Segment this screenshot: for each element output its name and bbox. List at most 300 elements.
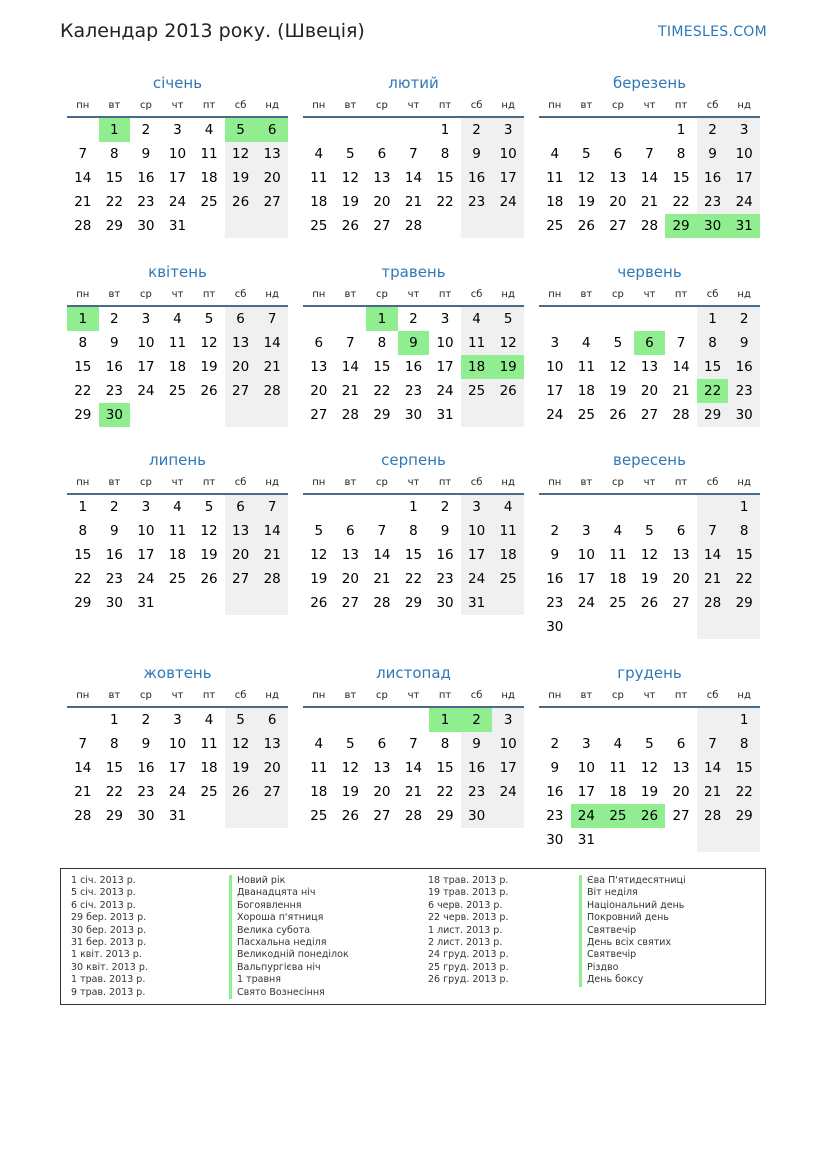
day-cell[interactable]: 11 [609, 760, 627, 776]
day-cell[interactable]: 13 [373, 760, 391, 776]
day-cell[interactable]: 2 [440, 499, 450, 515]
day-cell[interactable]: 16 [105, 547, 123, 563]
day-cell[interactable]: 21 [404, 194, 423, 210]
day-cell[interactable]: 30 [404, 407, 423, 423]
day-cell[interactable]: 17 [577, 571, 595, 587]
day-cell[interactable]: 11 [168, 335, 187, 351]
day-cell[interactable]: 27 [672, 808, 690, 824]
day-cell[interactable]: 9 [461, 142, 493, 166]
day-cell[interactable]: 12 [640, 760, 659, 776]
day-cell[interactable]: 19 [310, 571, 328, 587]
day-cell[interactable]: 14 [640, 170, 659, 186]
day-cell[interactable]: 28 [373, 595, 391, 611]
day-cell[interactable]: 12 [225, 732, 257, 756]
day-cell[interactable]: 1 [409, 499, 418, 515]
day-cell[interactable]: 13 [225, 519, 257, 543]
day-cell[interactable]: 16 [728, 355, 760, 379]
day-cell[interactable]: 29 [105, 218, 123, 234]
day-cell[interactable]: 11 [492, 519, 524, 543]
day-cell[interactable]: 20 [256, 166, 288, 190]
day-cell[interactable]: 25 [577, 407, 595, 423]
day-cell[interactable]: 15 [404, 547, 423, 563]
day-cell[interactable]: 30 [461, 804, 493, 828]
day-cell[interactable]: 8 [676, 146, 686, 162]
day-cell[interactable]: 3 [440, 311, 450, 327]
day-cell[interactable]: 9 [550, 760, 560, 776]
day-cell[interactable]: 28 [672, 407, 690, 423]
day-cell[interactable]: 21 [404, 784, 423, 800]
day-cell[interactable]: 22 [74, 571, 92, 587]
day-cell[interactable]: 3 [492, 708, 524, 732]
day-cell[interactable]: 22 [373, 383, 391, 399]
day-cell[interactable]: 19 [200, 547, 218, 563]
day-cell[interactable]: 12 [200, 335, 218, 351]
day-cell[interactable]: 12 [609, 359, 627, 375]
day-cell[interactable]: 2 [461, 118, 493, 142]
day-cell[interactable]: 22 [105, 784, 123, 800]
day-cell[interactable]: 12 [640, 547, 659, 563]
day-cell[interactable]: 19 [341, 194, 359, 210]
day-cell[interactable]: 23 [105, 571, 123, 587]
day-cell[interactable]: 4 [492, 495, 524, 519]
day-cell[interactable]: 5 [204, 499, 214, 515]
day-cell[interactable]: 19 [577, 194, 595, 210]
day-cell[interactable]: 2 [110, 499, 119, 515]
day-cell[interactable]: 16 [404, 359, 423, 375]
day-cell[interactable]: 24 [571, 804, 603, 828]
day-cell[interactable]: 10 [492, 732, 524, 756]
day-cell[interactable]: 14 [256, 331, 288, 355]
day-cell[interactable]: 25 [492, 567, 524, 591]
day-cell[interactable]: 31 [137, 595, 155, 611]
day-cell[interactable]: 14 [697, 756, 729, 780]
day-cell[interactable]: 10 [436, 335, 454, 351]
day-cell[interactable]: 24 [492, 780, 524, 804]
day-cell[interactable]: 15 [105, 760, 123, 776]
day-cell[interactable]: 30 [728, 403, 760, 427]
day-cell[interactable]: 24 [168, 784, 187, 800]
day-cell[interactable]: 28 [404, 808, 423, 824]
day-cell[interactable]: 23 [436, 571, 454, 587]
day-cell[interactable]: 25 [200, 784, 218, 800]
day-cell[interactable]: 1 [429, 708, 461, 732]
day-cell[interactable]: 27 [341, 595, 359, 611]
day-cell[interactable]: 15 [74, 359, 92, 375]
day-cell[interactable]: 21 [373, 571, 391, 587]
day-cell[interactable]: 14 [672, 359, 690, 375]
day-cell[interactable]: 26 [200, 571, 218, 587]
day-cell[interactable]: 29 [74, 595, 92, 611]
day-cell[interactable]: 24 [137, 383, 155, 399]
day-cell[interactable]: 3 [173, 122, 182, 138]
day-cell[interactable]: 14 [256, 519, 288, 543]
day-cell[interactable]: 14 [404, 170, 423, 186]
day-cell[interactable]: 6 [256, 708, 288, 732]
day-cell[interactable]: 17 [546, 383, 564, 399]
day-cell[interactable]: 16 [461, 166, 493, 190]
day-cell[interactable]: 6 [613, 146, 623, 162]
day-cell[interactable]: 27 [609, 218, 627, 234]
day-cell[interactable]: 24 [546, 407, 564, 423]
day-cell[interactable]: 10 [577, 760, 595, 776]
day-cell[interactable]: 22 [436, 784, 454, 800]
day-cell[interactable]: 27 [640, 407, 659, 423]
day-cell[interactable]: 22 [728, 780, 760, 804]
day-cell[interactable]: 20 [609, 194, 627, 210]
day-cell[interactable]: 26 [341, 808, 359, 824]
day-cell[interactable]: 14 [74, 760, 92, 776]
day-cell[interactable]: 17 [492, 166, 524, 190]
day-cell[interactable]: 13 [672, 760, 690, 776]
day-cell[interactable]: 27 [225, 379, 257, 403]
day-cell[interactable]: 12 [577, 170, 595, 186]
day-cell[interactable]: 14 [373, 547, 391, 563]
day-cell[interactable]: 7 [697, 519, 729, 543]
day-cell[interactable]: 5 [204, 311, 214, 327]
day-cell[interactable]: 19 [492, 355, 524, 379]
day-cell[interactable]: 7 [78, 736, 88, 752]
day-cell[interactable]: 8 [377, 335, 387, 351]
day-cell[interactable]: 25 [609, 595, 627, 611]
day-cell[interactable]: 4 [582, 335, 591, 351]
day-cell[interactable]: 5 [613, 335, 623, 351]
day-cell[interactable]: 20 [373, 784, 391, 800]
day-cell[interactable]: 22 [404, 571, 423, 587]
day-cell[interactable]: 23 [697, 190, 729, 214]
day-cell[interactable]: 28 [74, 218, 92, 234]
day-cell[interactable]: 15 [728, 756, 760, 780]
day-cell[interactable]: 11 [310, 170, 328, 186]
day-cell[interactable]: 25 [200, 194, 218, 210]
day-cell[interactable]: 29 [373, 407, 391, 423]
day-cell[interactable]: 25 [310, 218, 328, 234]
day-cell[interactable]: 12 [225, 142, 257, 166]
day-cell[interactable]: 28 [74, 808, 92, 824]
day-cell[interactable]: 24 [492, 190, 524, 214]
day-cell[interactable]: 10 [461, 519, 493, 543]
day-cell[interactable]: 18 [168, 359, 187, 375]
day-cell[interactable]: 1 [99, 118, 131, 142]
day-cell[interactable]: 4 [314, 736, 324, 752]
day-cell[interactable]: 6 [225, 495, 257, 519]
day-cell[interactable]: 21 [256, 543, 288, 567]
day-cell[interactable]: 6 [346, 523, 355, 539]
day-cell[interactable]: 24 [168, 194, 187, 210]
day-cell[interactable]: 20 [225, 543, 257, 567]
day-cell[interactable]: 16 [137, 760, 155, 776]
day-cell[interactable]: 2 [409, 311, 418, 327]
day-cell[interactable]: 31 [168, 808, 187, 824]
day-cell[interactable]: 25 [310, 808, 328, 824]
day-cell[interactable]: 17 [168, 170, 187, 186]
day-cell[interactable]: 19 [200, 359, 218, 375]
day-cell[interactable]: 2 [728, 307, 760, 331]
day-cell[interactable]: 27 [310, 407, 328, 423]
site-logo[interactable]: TIMESLES.COM [658, 24, 767, 40]
day-cell[interactable]: 31 [436, 407, 454, 423]
day-cell[interactable]: 22 [697, 379, 729, 403]
day-cell[interactable]: 17 [137, 547, 155, 563]
day-cell[interactable]: 29 [728, 804, 760, 828]
day-cell[interactable]: 21 [672, 383, 690, 399]
day-cell[interactable]: 8 [728, 519, 760, 543]
day-cell[interactable]: 11 [310, 760, 328, 776]
day-cell[interactable]: 9 [398, 331, 430, 355]
day-cell[interactable]: 20 [672, 571, 690, 587]
day-cell[interactable]: 28 [640, 218, 659, 234]
day-cell[interactable]: 26 [640, 595, 659, 611]
day-cell[interactable]: 26 [492, 379, 524, 403]
day-cell[interactable]: 16 [546, 571, 564, 587]
day-cell[interactable]: 11 [200, 146, 218, 162]
day-cell[interactable]: 16 [697, 166, 729, 190]
day-cell[interactable]: 6 [676, 736, 686, 752]
day-cell[interactable]: 14 [74, 170, 92, 186]
day-cell[interactable]: 4 [550, 146, 560, 162]
day-cell[interactable]: 30 [137, 808, 155, 824]
day-cell[interactable]: 24 [461, 567, 493, 591]
day-cell[interactable]: 4 [173, 499, 182, 515]
day-cell[interactable]: 30 [105, 595, 123, 611]
day-cell[interactable]: 27 [225, 567, 257, 591]
day-cell[interactable]: 24 [137, 571, 155, 587]
day-cell[interactable]: 20 [225, 355, 257, 379]
day-cell[interactable]: 28 [256, 379, 288, 403]
day-cell[interactable]: 29 [74, 407, 92, 423]
day-cell[interactable]: 3 [173, 712, 182, 728]
day-cell[interactable]: 15 [74, 547, 92, 563]
day-cell[interactable]: 19 [609, 383, 627, 399]
day-cell[interactable]: 13 [225, 331, 257, 355]
day-cell[interactable]: 13 [341, 547, 359, 563]
day-cell[interactable]: 16 [105, 359, 123, 375]
day-cell[interactable]: 13 [310, 359, 328, 375]
day-cell[interactable]: 31 [461, 591, 493, 615]
day-cell[interactable]: 29 [728, 591, 760, 615]
day-cell[interactable]: 7 [409, 736, 418, 752]
day-cell[interactable]: 18 [310, 194, 328, 210]
day-cell[interactable]: 14 [341, 359, 359, 375]
day-cell[interactable]: 26 [577, 218, 595, 234]
day-cell[interactable]: 8 [78, 335, 88, 351]
day-cell[interactable]: 14 [697, 543, 729, 567]
day-cell[interactable]: 7 [346, 335, 355, 351]
day-cell[interactable]: 4 [173, 311, 182, 327]
day-cell[interactable]: 6 [314, 335, 324, 351]
day-cell[interactable]: 6 [676, 523, 686, 539]
day-cell[interactable]: 22 [436, 194, 454, 210]
day-cell[interactable]: 25 [168, 383, 187, 399]
day-cell[interactable]: 3 [492, 118, 524, 142]
day-cell[interactable]: 4 [204, 122, 214, 138]
day-cell[interactable]: 19 [225, 756, 257, 780]
day-cell[interactable]: 17 [168, 760, 187, 776]
day-cell[interactable]: 11 [546, 170, 564, 186]
day-cell[interactable]: 9 [550, 547, 560, 563]
day-cell[interactable]: 1 [676, 122, 686, 138]
day-cell[interactable]: 25 [461, 379, 493, 403]
day-cell[interactable]: 8 [440, 146, 450, 162]
day-cell[interactable]: 13 [373, 170, 391, 186]
day-cell[interactable]: 12 [341, 170, 359, 186]
day-cell[interactable]: 29 [665, 214, 697, 238]
day-cell[interactable]: 28 [697, 804, 729, 828]
day-cell[interactable]: 29 [436, 808, 454, 824]
day-cell[interactable]: 21 [74, 194, 92, 210]
day-cell[interactable]: 31 [168, 218, 187, 234]
day-cell[interactable]: 22 [728, 567, 760, 591]
day-cell[interactable]: 8 [110, 146, 119, 162]
day-cell[interactable]: 12 [492, 331, 524, 355]
day-cell[interactable]: 5 [346, 736, 355, 752]
day-cell[interactable]: 18 [461, 355, 493, 379]
day-cell[interactable]: 17 [577, 784, 595, 800]
day-cell[interactable]: 15 [436, 170, 454, 186]
day-cell[interactable]: 2 [141, 712, 151, 728]
day-cell[interactable]: 12 [200, 523, 218, 539]
day-cell[interactable]: 16 [137, 170, 155, 186]
day-cell[interactable]: 15 [373, 359, 391, 375]
day-cell[interactable]: 23 [137, 194, 155, 210]
day-cell[interactable]: 8 [78, 523, 88, 539]
day-cell[interactable]: 7 [256, 307, 288, 331]
day-cell[interactable]: 21 [697, 567, 729, 591]
day-cell[interactable]: 30 [137, 218, 155, 234]
day-cell[interactable]: 5 [492, 307, 524, 331]
day-cell[interactable]: 10 [168, 736, 187, 752]
day-cell[interactable]: 19 [640, 784, 659, 800]
day-cell[interactable]: 18 [546, 194, 564, 210]
day-cell[interactable]: 26 [609, 407, 627, 423]
day-cell[interactable]: 27 [373, 808, 391, 824]
day-cell[interactable]: 6 [634, 331, 666, 355]
day-cell[interactable]: 18 [609, 784, 627, 800]
day-cell[interactable]: 17 [728, 166, 760, 190]
day-cell[interactable]: 6 [225, 307, 257, 331]
day-cell[interactable]: 23 [105, 383, 123, 399]
day-cell[interactable]: 31 [577, 832, 595, 848]
day-cell[interactable]: 8 [440, 736, 450, 752]
day-cell[interactable]: 3 [728, 118, 760, 142]
day-cell[interactable]: 2 [697, 118, 729, 142]
day-cell[interactable]: 30 [546, 832, 564, 848]
day-cell[interactable]: 22 [105, 194, 123, 210]
day-cell[interactable]: 15 [697, 355, 729, 379]
day-cell[interactable]: 28 [404, 218, 423, 234]
day-cell[interactable]: 20 [341, 571, 359, 587]
day-cell[interactable]: 7 [676, 335, 686, 351]
day-cell[interactable]: 17 [492, 756, 524, 780]
day-cell[interactable]: 2 [461, 708, 493, 732]
day-cell[interactable]: 5 [346, 146, 355, 162]
day-cell[interactable]: 7 [377, 523, 387, 539]
day-cell[interactable]: 5 [225, 708, 257, 732]
day-cell[interactable]: 21 [256, 355, 288, 379]
day-cell[interactable]: 23 [137, 784, 155, 800]
day-cell[interactable]: 11 [200, 736, 218, 752]
day-cell[interactable]: 30 [99, 403, 131, 427]
day-cell[interactable]: 26 [310, 595, 328, 611]
day-cell[interactable]: 9 [110, 335, 119, 351]
day-cell[interactable]: 30 [697, 214, 729, 238]
day-cell[interactable]: 10 [168, 146, 187, 162]
day-cell[interactable]: 10 [137, 523, 155, 539]
day-cell[interactable]: 23 [404, 383, 423, 399]
day-cell[interactable]: 15 [436, 760, 454, 776]
day-cell[interactable]: 11 [461, 331, 493, 355]
day-cell[interactable]: 23 [546, 595, 564, 611]
day-cell[interactable]: 10 [728, 142, 760, 166]
day-cell[interactable]: 1 [67, 307, 99, 331]
day-cell[interactable]: 11 [577, 359, 595, 375]
day-cell[interactable]: 13 [256, 142, 288, 166]
day-cell[interactable]: 9 [440, 523, 450, 539]
day-cell[interactable]: 28 [256, 567, 288, 591]
day-cell[interactable]: 7 [78, 146, 88, 162]
day-cell[interactable]: 25 [168, 571, 187, 587]
day-cell[interactable]: 3 [582, 736, 591, 752]
day-cell[interactable]: 4 [314, 146, 324, 162]
day-cell[interactable]: 23 [461, 780, 493, 804]
day-cell[interactable]: 12 [341, 760, 359, 776]
day-cell[interactable]: 19 [341, 784, 359, 800]
day-cell[interactable]: 20 [256, 756, 288, 780]
day-cell[interactable]: 18 [577, 383, 595, 399]
day-cell[interactable]: 13 [640, 359, 659, 375]
day-cell[interactable]: 7 [409, 146, 418, 162]
day-cell[interactable]: 1 [366, 307, 398, 331]
day-cell[interactable]: 16 [546, 784, 564, 800]
day-cell[interactable]: 18 [310, 784, 328, 800]
day-cell[interactable]: 5 [645, 523, 654, 539]
day-cell[interactable]: 4 [613, 736, 623, 752]
day-cell[interactable]: 9 [141, 146, 151, 162]
day-cell[interactable]: 26 [341, 218, 359, 234]
day-cell[interactable]: 3 [141, 311, 151, 327]
day-cell[interactable]: 2 [550, 523, 560, 539]
day-cell[interactable]: 17 [436, 359, 454, 375]
day-cell[interactable]: 29 [404, 595, 423, 611]
day-cell[interactable]: 11 [168, 523, 187, 539]
day-cell[interactable]: 16 [461, 756, 493, 780]
day-cell[interactable]: 1 [440, 122, 450, 138]
day-cell[interactable]: 8 [409, 523, 418, 539]
day-cell[interactable]: 13 [256, 732, 288, 756]
day-cell[interactable]: 24 [728, 190, 760, 214]
day-cell[interactable]: 19 [225, 166, 257, 190]
day-cell[interactable]: 5 [225, 118, 257, 142]
day-cell[interactable]: 9 [110, 523, 119, 539]
day-cell[interactable]: 9 [697, 142, 729, 166]
day-cell[interactable]: 27 [256, 190, 288, 214]
day-cell[interactable]: 3 [461, 495, 493, 519]
day-cell[interactable]: 16 [436, 547, 454, 563]
day-cell[interactable]: 4 [613, 523, 623, 539]
day-cell[interactable]: 30 [436, 595, 454, 611]
day-cell[interactable]: 1 [78, 499, 88, 515]
day-cell[interactable]: 2 [550, 736, 560, 752]
day-cell[interactable]: 3 [582, 523, 591, 539]
day-cell[interactable]: 23 [546, 808, 564, 824]
day-cell[interactable]: 26 [225, 780, 257, 804]
day-cell[interactable]: 8 [110, 736, 119, 752]
day-cell[interactable]: 11 [609, 547, 627, 563]
day-cell[interactable]: 13 [609, 170, 627, 186]
day-cell[interactable]: 13 [672, 547, 690, 563]
day-cell[interactable]: 30 [546, 619, 564, 635]
day-cell[interactable]: 27 [256, 780, 288, 804]
day-cell[interactable]: 9 [461, 732, 493, 756]
